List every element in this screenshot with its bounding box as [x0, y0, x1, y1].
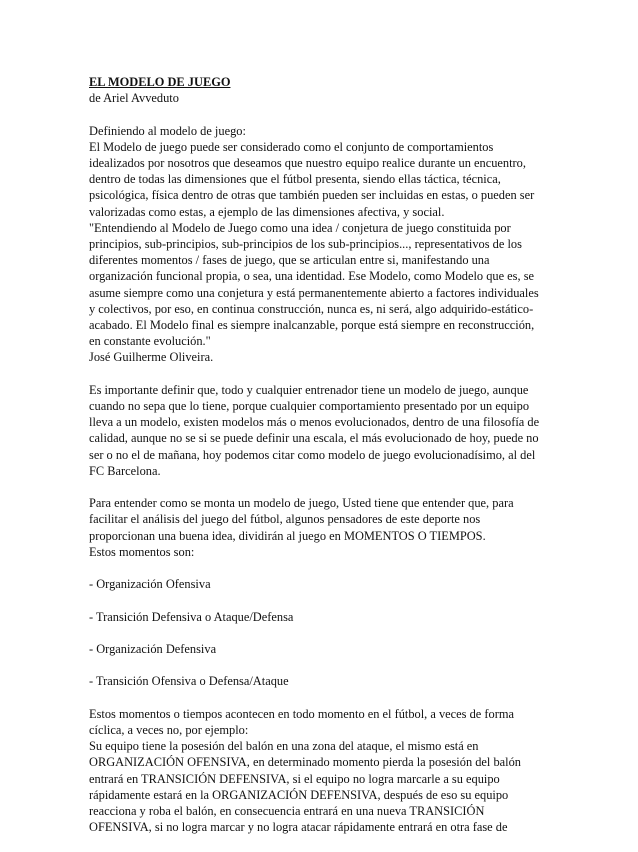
- text-line: acabado. El Modelo final es siempre inalcanzable, porque está siempre en reconstrucción,: [89, 318, 535, 333]
- text-line: rápidamente estará en la ORGANIZACIÓN DEFENSIVA, después de eso su equipo: [89, 787, 509, 802]
- text-line: dentro de todas las dimensiones que el fútbol presenta, siendo ellas táctica, técnica,: [89, 172, 501, 187]
- text-line: y colectivos, por eso, en continua construcción, nunca es, ni será, algo adquirido-estático-: [89, 301, 534, 316]
- text-line: ORGANIZACIÓN OFENSIVA, en determinado momento pierda la posesión del balón: [89, 755, 521, 770]
- text-line: FC Barcelona.: [89, 463, 161, 478]
- text-line: "Entendiendo al Modelo de Juego como una idea / conjetura de juego constituida por: [89, 220, 511, 235]
- author-line: de Ariel Avveduto: [89, 91, 179, 106]
- text-line: Estos momentos son:: [89, 544, 195, 559]
- list-item: - Transición Ofensiva o Defensa/Ataque: [89, 674, 289, 689]
- text-line: psicológica, física dentro de otras que también pueden ser incluidas en estas, o pueden ser: [89, 188, 535, 203]
- text-line: cuando no sepa que lo tiene, porque cualquier comportamiento presentado por un equipo: [89, 399, 530, 414]
- text-line: idealizados por nosotros que deseamos que nuestro equipo realice durante un encuentro,: [89, 156, 526, 170]
- text-line: asume siempre como una conjetura y está permanentemente abierto a factores individuales: [89, 285, 539, 300]
- text-line: principios, sub-principios, sub-principios de los sub-principios..., representativos de los: [89, 237, 522, 252]
- list-item: - Transición Defensiva o Ataque/Defensa: [89, 609, 294, 624]
- list-item: - Organización Defensiva: [89, 642, 217, 657]
- text-line: calidad, aunque no se si se puede definir una escala, el más evolucionado de hoy, puede no: [89, 431, 539, 446]
- title-block: [89, 74, 559, 106]
- text-line: Para entender como se monta un modelo de juego, Usted tiene que entender que, para: [89, 496, 514, 511]
- text-line: proporcionan una buena idea, dividirán al juego en MOMENTOS O TIEMPOS.: [89, 528, 486, 543]
- quote-attribution: José Guilherme Oliveira.: [89, 350, 214, 365]
- text-line: Definiendo al modelo de juego:: [89, 123, 246, 138]
- text-line: entrará en TRANSICIÓN DEFENSIVA, si el equipo no logra marcarle a su equipo: [89, 771, 500, 786]
- text-line: Su equipo tiene la posesión del balón en una zona del ataque, el mismo está en: [89, 739, 479, 754]
- text-line: cíclica, a veces no, por ejemplo:: [89, 723, 249, 737]
- text-line: diferentes momentos / fases de juego, que se articulan entre si, manifestando una: [89, 253, 490, 268]
- document-title: EL MODELO DE JUEGO: [89, 75, 231, 89]
- text-line: facilitar el análisis del juego del fútbol, algunos pensadores de este deporte nos: [89, 512, 481, 527]
- text-line: valorizadas como estas, a ejemplo de las dimensiones afectiva, y social.: [89, 204, 445, 219]
- list-item: - Organización Ofensiva: [89, 577, 211, 592]
- text-line: Estos momentos o tiempos acontecen en todo momento en el fútbol, a veces de forma: [89, 706, 514, 721]
- text-line: reacciona y roba el balón, en consecuencia entrará en una nueva TRANSICIÓN: [89, 804, 485, 819]
- text-line: organización funcional propia, o sea, una identidad. Ese Modelo, como Modelo que es, se: [89, 269, 535, 284]
- text-line: ser o no el de mañana, hoy podemos citar como modelo de juego evolucionadísimo, al del: [89, 447, 536, 462]
- paragraph-definition: [89, 123, 559, 366]
- text-line: Es importante definir que, todo y cualquier entrenador tiene un modelo de juego, aunque: [89, 382, 529, 397]
- moments-list: [89, 576, 559, 689]
- text-line: El Modelo de juego puede ser considerado como el conjunto de comportamientos: [89, 139, 494, 154]
- text-line: OFENSIVA, si no logra marcar y no logra atacar rápidamente entrará en otra fase de: [89, 820, 508, 835]
- paragraph-importance: [89, 382, 559, 479]
- text-line: lleva a un modelo, existen modelos más o menos evolucionados, dentro de una filosofía de: [89, 415, 540, 430]
- document-body: [89, 74, 559, 852]
- text-line: en constante evolución.": [89, 334, 211, 349]
- paragraph-moments-intro: [89, 495, 559, 560]
- paragraph-moments-example: [89, 706, 559, 836]
